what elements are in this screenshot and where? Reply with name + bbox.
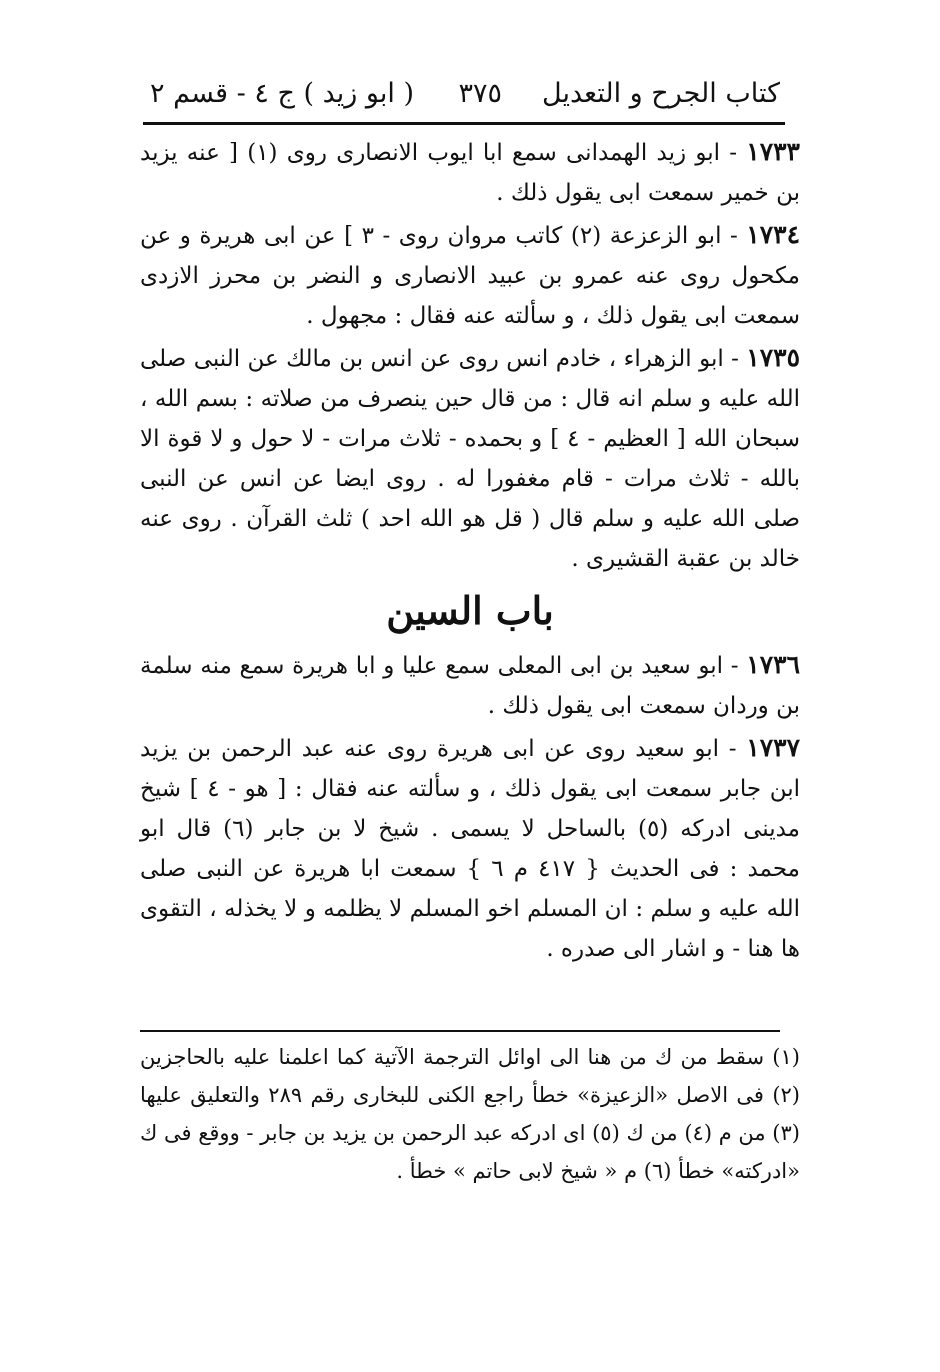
entry-text: - ابو زيد الهمدانى سمع ابا ايوب الانصارى روى (١) [ عنه يزيد بن خمير سمعت ابى يقول ذلك . (140, 140, 800, 206)
book-title: كتاب الجرح و التعديل (542, 78, 780, 109)
chapter-heading: باب السين (386, 588, 554, 633)
main-text (140, 132, 800, 971)
entry-text: - ابو سعيد روى عن ابى هريرة روى عنه عبد الرحمن بن يزيد ابن جابر سمعت ابى يقول ذلك ، و سألته عنه فقال : [ هو - ٤ ] شيخ مدينى ادركه (٥) بالساحل لا يسمى . شيخ لا بن جابر (٦) قال ابو محمد : فى الحديث { ٤١٧ م ٦ } سمعت ابا هريرة عن النبى صلى الله عليه و سلم : ان المسلم اخو المسلم لا يظلمه و لا يخذله ، التقوى ها هنا - و اشار الى صدره . (140, 736, 800, 962)
entry-text: - ابو سعيد بن ابى المعلى سمع عليا و ابا هريرة سمع منه سلمة بن وردان سمعت ابى يقول ذلك . (140, 653, 800, 719)
footnote-text: (١) سقط من ك من هنا الى اوائل الترجمة الآتية كما اعلمنا عليه بالحاجزين (٢) فى الاصل «الزعيزة» خطأ راجع الكنى للبخارى رقم ٢٨٩ والتعليق عليها (٣) من م (٤) من ك (٥) اى ادركه عبد الرحمن بن يزيد بن جابر - ووقع فى ك «ادركته» خطأ (٦) م « شيخ لابى حاتم » خطأ . (140, 1045, 800, 1183)
page-number: ٣٧٥ (458, 78, 502, 109)
entry-text: - ابو الزهراء ، خادم انس روى عن انس بن مالك عن النبى صلى الله عليه و سلم انه قال : من قال حين ينصرف من صلاته : بسم الله ، سبحان الله [ العظيم - ٤ ] و بحمده - ثلاث مرات - لا حول و لا قوة الا بالله - ثلاث مرات - قام مغفورا له . روى ايضا عن انس عن النبى صلى الله عليه و سلم قال ( قل هو الله احد ) ثلث القرآن . روى عنه خالد بن عقبة القشيرى . (140, 346, 800, 572)
entry-number: ١٧٣٧ (746, 733, 800, 762)
entry-number: ١٧٣٣ (746, 137, 800, 166)
entry (140, 132, 800, 213)
entry-number: ١٧٣٦ (746, 650, 801, 679)
section-label: ( ابو زيد ) ج ٤ - قسم ٢ (150, 78, 414, 109)
entry (140, 728, 800, 969)
entry (140, 645, 800, 726)
footnotes (140, 1038, 800, 1192)
footnote-rule (140, 1030, 780, 1032)
entry (140, 215, 800, 336)
entry (140, 338, 800, 579)
entry-number: ١٧٣٤ (746, 220, 801, 249)
header-rule (143, 122, 785, 125)
entry-number: ١٧٣٥ (746, 343, 800, 372)
running-header (150, 70, 780, 118)
entry-text: - ابو الزعزعة (٢) كاتب مروان روى - ٣ ] عن ابى هريرة و عن مكحول روى عنه عمرو بن عبيد الانصارى و النضر بن محرز الازدى سمعت ابى يقول ذلك ، و سألته عنه فقال : مجهول . (140, 223, 800, 329)
